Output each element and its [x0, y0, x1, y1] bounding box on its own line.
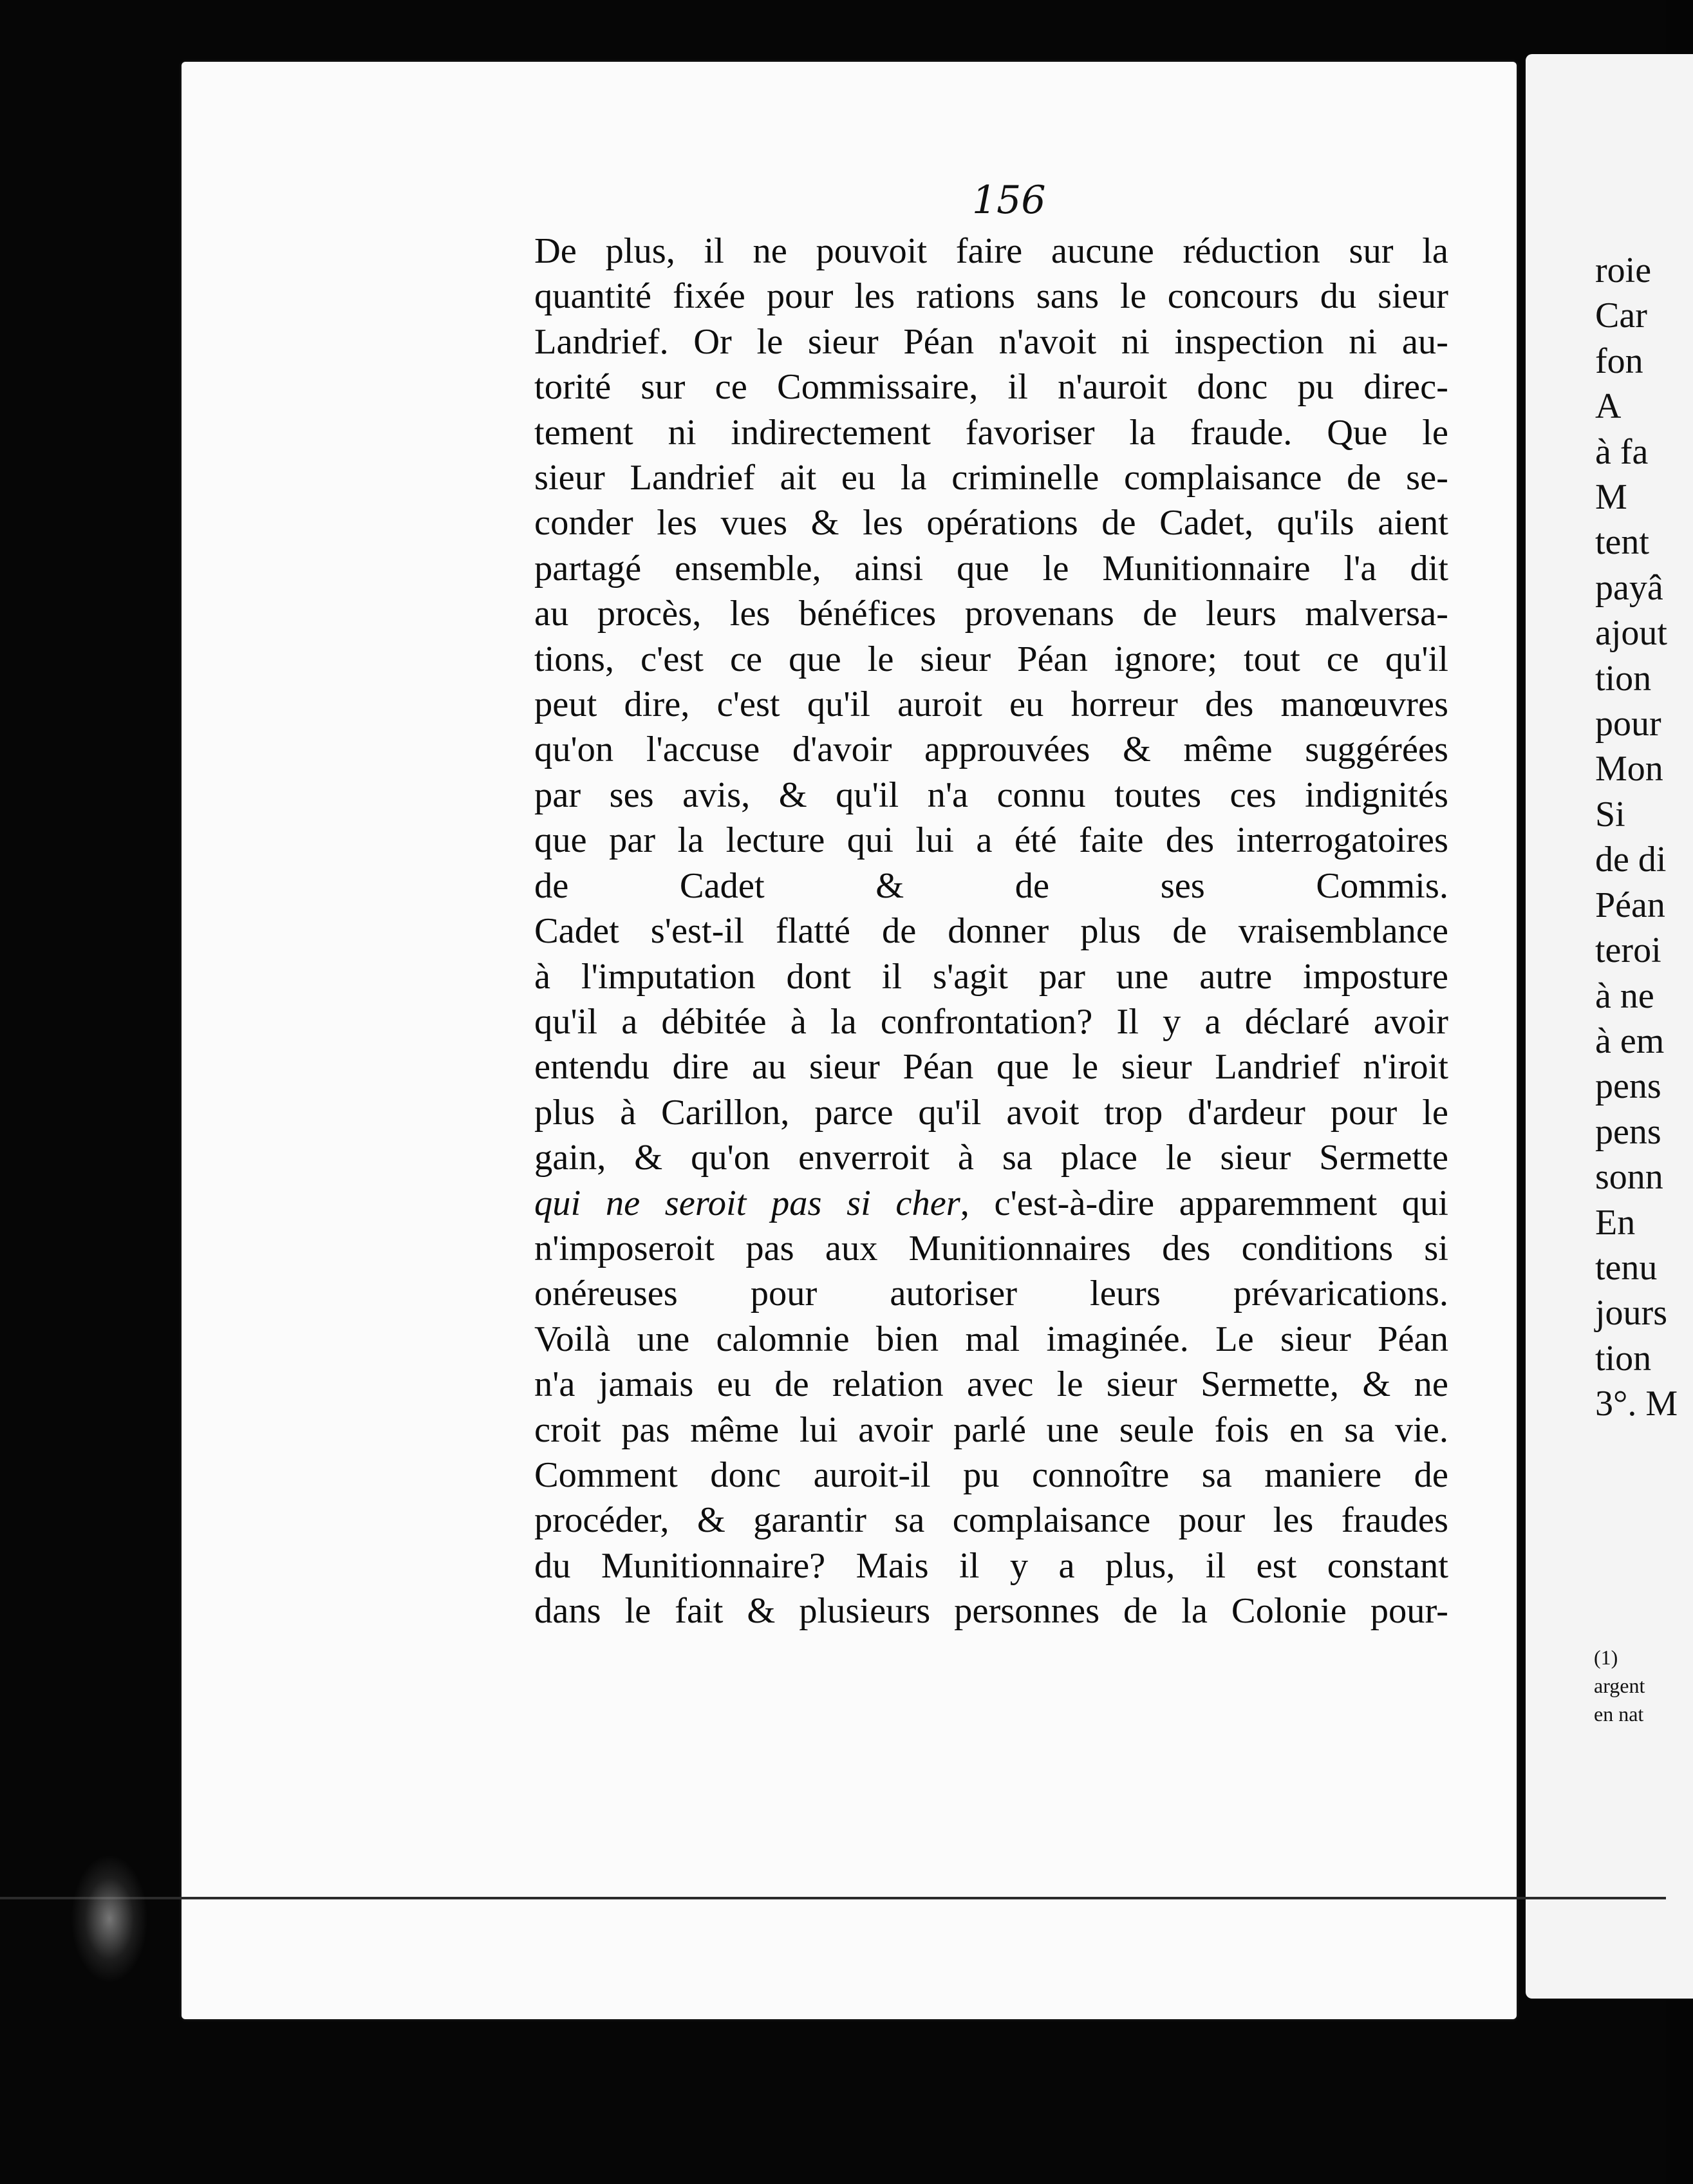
text-line: par ses avis, & qu'il n'a connu toutes ces indignités	[534, 775, 1448, 815]
right-text-line: pens	[1595, 1111, 1661, 1152]
text-line: onéreuses pour autoriser leurs prévarications.	[534, 1274, 1448, 1314]
right-text-line: à em	[1595, 1021, 1665, 1061]
right-text-line: à ne	[1595, 975, 1654, 1016]
right-text-line: roie	[1595, 250, 1652, 290]
left-page-text	[534, 229, 1448, 1634]
right-text-line: En	[1595, 1202, 1636, 1243]
right-text-line: ajout	[1595, 613, 1667, 654]
right-text-line: de di	[1595, 840, 1667, 880]
page-number: 156	[972, 178, 1046, 223]
footnote-line: (1)	[1594, 1646, 1618, 1669]
right-text-line: M	[1595, 477, 1627, 518]
text-line: sieur Landrief ait eu la criminelle complaisance de se-	[534, 458, 1448, 498]
right-text-line: fon	[1595, 341, 1643, 381]
right-text-line: à fa	[1595, 431, 1649, 472]
right-page-text-fragment	[1595, 248, 1678, 1427]
right-text-line: tenu	[1595, 1247, 1658, 1288]
scan-edge-line	[0, 1897, 1666, 1899]
right-text-line: pour	[1595, 704, 1661, 744]
text-line: torité sur ce Commissaire, il n'auroit donc pu direc-	[534, 367, 1448, 408]
right-text-line: Péan	[1595, 885, 1665, 925]
right-text-line: jours	[1595, 1293, 1667, 1333]
light-smudge	[71, 1854, 148, 1983]
text-line: partagé ensemble, ainsi que le Munitionnaire l'a dit	[534, 548, 1448, 588]
text-line: qu'on l'accuse d'avoir approuvées & même suggérées	[534, 730, 1448, 770]
text-line: qui ne seroit pas si cher, c'est-à-dire apparemment qui	[534, 1183, 1448, 1223]
right-text-line: teroi	[1595, 930, 1661, 971]
right-text-line: A	[1595, 386, 1622, 427]
text-line: n'a jamais eu de relation avec le sieur Sermette, & ne	[534, 1364, 1448, 1405]
right-text-line: Car	[1595, 296, 1647, 336]
text-line: entendu dire au sieur Péan que le sieur Landrief n'iroit	[534, 1047, 1448, 1087]
text-line: plus à Carillon, parce qu'il avoit trop d'ardeur pour le	[534, 1092, 1448, 1133]
right-text-line: tion	[1595, 1338, 1652, 1379]
text-line: à l'imputation dont il s'agit par une autre imposture	[534, 956, 1448, 997]
right-text-line: payâ	[1595, 567, 1663, 608]
right-text-line: tent	[1595, 522, 1649, 563]
italic-phrase: qui ne seroit pas si cher	[534, 1183, 960, 1223]
text-line: dans le fait & plusieurs personnes de la Colonie pour-	[534, 1591, 1448, 1632]
footnote-line: en nat	[1594, 1702, 1644, 1726]
text-line: conder les vues & les opérations de Cadet, qu'ils aient	[534, 503, 1448, 543]
text-line: du Munitionnaire? Mais il y a plus, il est constant	[534, 1545, 1448, 1586]
text-line: croit pas même lui avoir parlé une seule fois en sa vie.	[534, 1409, 1448, 1450]
text-line: Voilà une calomnie bien mal imaginée. Le sieur Péan	[534, 1319, 1448, 1359]
text-line: quantité fixée pour les rations sans le concours du sieur	[534, 276, 1448, 317]
right-text-line: Si	[1595, 794, 1625, 834]
text-line: Cadet s'est-il flatté de donner plus de vraisemblance	[534, 911, 1448, 952]
text-line: peut dire, c'est qu'il auroit eu horreur des manœuvres	[534, 684, 1448, 725]
text-line: gain, & qu'on enverroit à sa place le sieur Sermette	[534, 1138, 1448, 1178]
text-line: n'imposeroit pas aux Munitionnaires des conditions si	[534, 1228, 1448, 1268]
right-page-footnote-fragment	[1594, 1643, 1666, 1728]
right-text-line: 3°. M	[1595, 1384, 1678, 1424]
right-text-line: tion	[1595, 658, 1652, 699]
text-line: tions, c'est ce que le sieur Péan ignore; tout ce qu'il	[534, 639, 1448, 679]
right-text-line: pens	[1595, 1066, 1661, 1107]
text-line: Landrief. Or le sieur Péan n'avoit ni inspection ni au-	[534, 321, 1448, 362]
text-line: que par la lecture qui lui a été faite des interrogatoires	[534, 820, 1448, 861]
text-line: procéder, & garantir sa complaisance pour les fraudes	[534, 1500, 1448, 1541]
right-text-line: sonn	[1595, 1157, 1663, 1198]
footnote-line: argent	[1594, 1674, 1645, 1697]
text-line: tement ni indirectement favoriser la fraude. Que le	[534, 412, 1448, 453]
text-line: Comment donc auroit-il pu connoître sa maniere de	[534, 1454, 1448, 1495]
right-text-line: Mon	[1595, 749, 1663, 789]
text-line: de Cadet & de ses Commis.	[534, 865, 1448, 906]
text-line: De plus, il ne pouvoit faire aucune réduction sur la	[534, 231, 1448, 271]
text-line: qu'il a débitée à la confrontation? Il y a déclaré avoir	[534, 1001, 1448, 1042]
text-line: au procès, les bénéfices provenans de leurs malversa-	[534, 594, 1448, 634]
